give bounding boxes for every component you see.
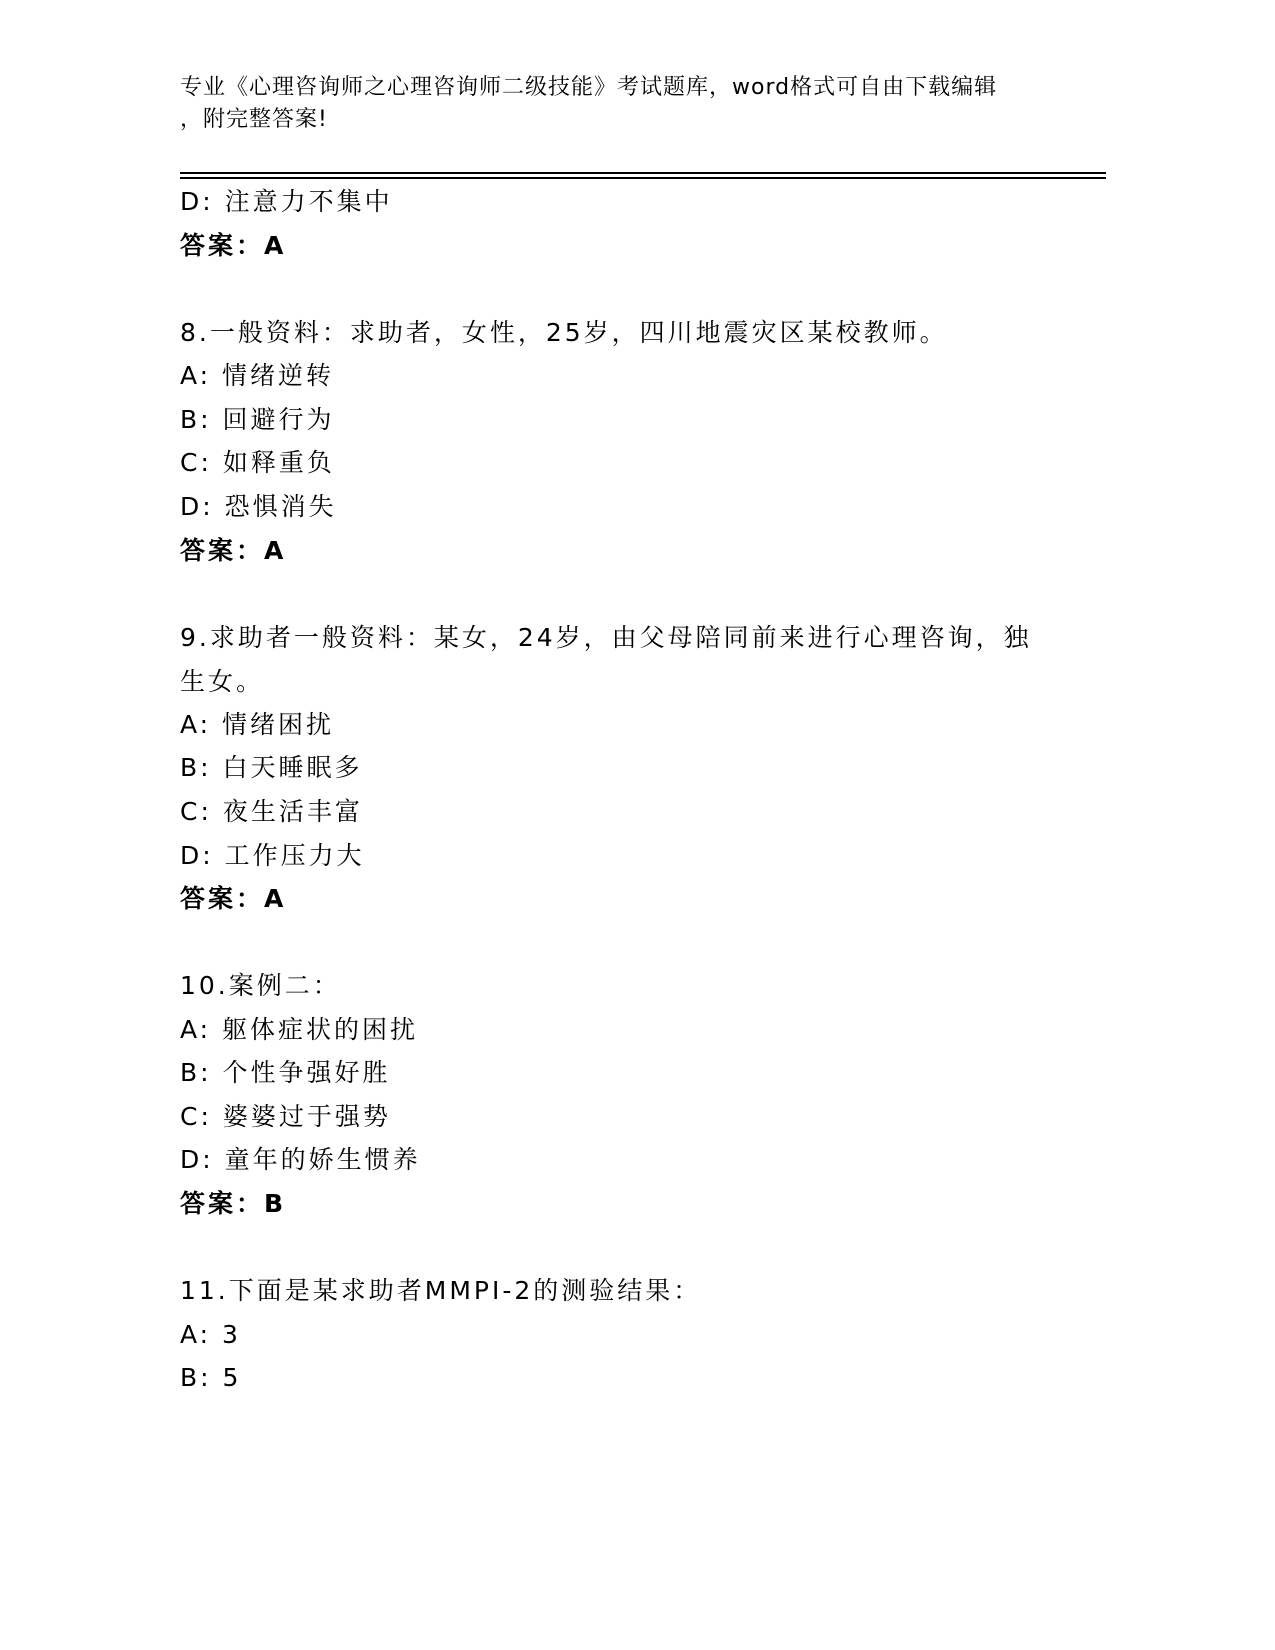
header-divider-bottom	[180, 177, 1106, 179]
header-line-1: 专业《心理咨询师之心理咨询师二级技能》考试题库，word格式可自由下载编辑	[180, 75, 998, 100]
q10-option-a: A: 躯体症状的困扰	[180, 1015, 419, 1044]
q9-stem-line-2: 生女。	[180, 667, 265, 696]
q8-option-c: C: 如释重负	[180, 448, 335, 477]
q8-option-d: D: 恐惧消失	[180, 492, 337, 521]
q8-answer: 答案：A	[180, 536, 287, 565]
prev-answer: 答案：A	[180, 231, 287, 260]
q10-answer: 答案：B	[180, 1189, 287, 1218]
header-line-2: ，附完整答案!	[180, 107, 328, 132]
q9-option-d: D: 工作压力大	[180, 841, 365, 870]
q8-option-a: A: 情绪逆转	[180, 361, 335, 390]
q9-option-c: C: 夜生活丰富	[180, 797, 363, 826]
header-divider-top	[180, 172, 1106, 174]
q9-answer: 答案：A	[180, 884, 287, 913]
q9-option-a: A: 情绪困扰	[180, 710, 335, 739]
q9-option-b: B: 白天睡眠多	[180, 753, 363, 782]
q10-stem: 10.案例二：	[180, 971, 341, 1000]
q11-stem: 11.下面是某求助者MMPI-2的测验结果：	[180, 1276, 702, 1305]
q9-stem-line-1: 9.求助者一般资料：某女，24岁，由父母陪同前来进行心理咨询，独	[180, 623, 1032, 652]
q10-option-b: B: 个性争强好胜	[180, 1058, 391, 1087]
q11-option-a: A: 3	[180, 1320, 241, 1349]
q10-option-d: D: 童年的娇生惯养	[180, 1145, 421, 1174]
document-header	[180, 72, 1060, 136]
q8-option-b: B: 回避行为	[180, 405, 335, 434]
prev-option-d: D: 注意力不集中	[180, 187, 393, 216]
q11-option-b: B: 5	[180, 1363, 242, 1392]
q10-option-c: C: 婆婆过于强势	[180, 1102, 391, 1131]
q8-stem: 8.一般资料：求助者，女性，25岁，四川地震灾区某校教师。	[180, 318, 948, 347]
